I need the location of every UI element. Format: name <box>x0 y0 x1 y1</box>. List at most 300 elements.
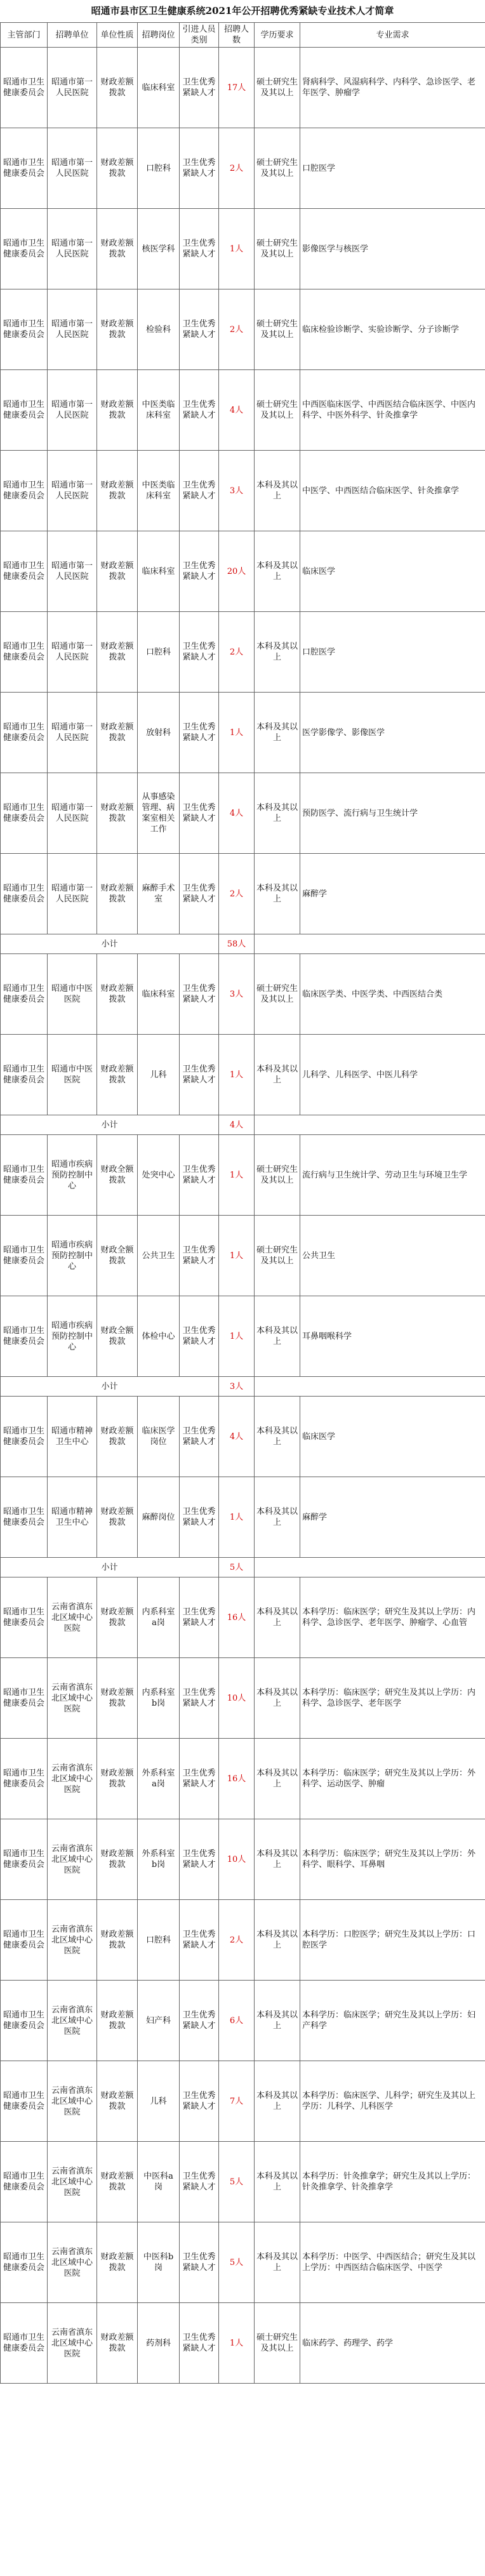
cell-post <box>138 48 180 128</box>
subtotal-num: 3人 <box>219 1377 255 1397</box>
document-title: 昭通市县市区卫生健康系统2021年公开招聘优秀紧缺专业技术人才简章 <box>91 5 394 17</box>
cell-dept-text: 昭通市卫生健康委员会 <box>3 642 44 662</box>
cell-post <box>138 1296 180 1377</box>
cell-post-text: 临床科室 <box>142 566 175 576</box>
cell-nature <box>97 128 138 209</box>
cell-num <box>219 2142 255 2222</box>
cell-edu <box>255 1135 300 1216</box>
cell-category-text: 卫生优秀紧缺人才 <box>182 2172 216 2192</box>
cell-edu-text: 硕士研究生及其以上 <box>256 77 298 98</box>
cell-unit-text: 云南省滇东北区域中心医院 <box>51 1843 93 1875</box>
cell-category-text: 卫生优秀紧缺人才 <box>182 77 216 98</box>
cell-unit <box>48 2142 97 2222</box>
cell-post <box>138 2061 180 2142</box>
cell-unit-text: 昭通市中医医院 <box>51 1065 93 1085</box>
cell-edu <box>255 531 300 612</box>
cell-category <box>180 128 219 209</box>
cell-post-text: 内系科室a岗 <box>142 1607 175 1628</box>
cell-num-text: 7人 <box>229 2096 244 2106</box>
cell-category <box>180 1819 219 1900</box>
cell-edu-text: 本科及其以上 <box>256 1688 298 1708</box>
cell-dept <box>1 612 48 693</box>
cell-dept-text: 昭通市卫生健康委员会 <box>3 319 44 340</box>
cell-nature <box>97 1397 138 1477</box>
cell-category-text: 卫生优秀紧缺人才 <box>182 2010 216 2031</box>
cell-category <box>180 2061 219 2142</box>
cell-dept-text: 昭通市卫生健康委员会 <box>3 1326 44 1346</box>
cell-post <box>138 1216 180 1296</box>
table-row <box>1 209 485 289</box>
cell-category <box>180 1296 219 1377</box>
cell-dept-text: 昭通市卫生健康委员会 <box>3 1769 44 1789</box>
table-row <box>1 1739 485 1819</box>
cell-unit-text: 昭通市精神卫生中心 <box>51 1507 93 1527</box>
cell-dept <box>1 1397 48 1477</box>
table-row <box>1 693 485 773</box>
cell-major <box>300 1296 485 1377</box>
cell-edu <box>255 954 300 1035</box>
cell-nature-text: 财政差额拨款 <box>100 2333 134 2353</box>
table-row <box>1 1135 485 1216</box>
header-unit: 招聘单位 <box>48 23 97 48</box>
cell-unit <box>48 1135 97 1216</box>
cell-post-text: 外系科室b岗 <box>142 1849 175 1869</box>
cell-edu-text: 本科及其以上 <box>256 803 298 823</box>
cell-unit-text: 昭通市第一人民医院 <box>51 158 93 178</box>
cell-major-text: 医学影像学、影像医学 <box>302 727 385 738</box>
cell-nature <box>97 612 138 693</box>
cell-category <box>180 1397 219 1477</box>
cell-unit-text: 昭通市第一人民医院 <box>51 722 93 743</box>
cell-edu <box>255 1477 300 1558</box>
cell-dept <box>1 209 48 289</box>
cell-edu <box>255 370 300 451</box>
cell-num <box>219 48 255 128</box>
header-category: 引进人员类别 <box>180 23 219 48</box>
cell-num <box>219 1981 255 2061</box>
cell-num-text: 17人 <box>227 83 246 93</box>
cell-dept <box>1 773 48 854</box>
cell-dept-text: 昭通市卫生健康委员会 <box>3 2333 44 2353</box>
cell-post-text: 核医学科 <box>142 244 175 254</box>
cell-post-text: 从事感染管理、病案室相关工作 <box>142 792 175 834</box>
cell-post-text: 口腔科 <box>145 647 171 657</box>
cell-edu <box>255 1577 300 1658</box>
cell-num <box>219 612 255 693</box>
cell-num <box>219 370 255 451</box>
cell-major-text: 临床检验诊断学、实验诊断学、分子诊断学 <box>302 324 460 335</box>
cell-post-text: 口腔科 <box>145 163 171 173</box>
cell-category <box>180 370 219 451</box>
table-row <box>1 1577 485 1658</box>
header-major: 专业需求 <box>300 23 485 48</box>
cell-category-text: 卫生优秀紧缺人才 <box>182 239 216 259</box>
cell-edu-text: 硕士研究生及其以上 <box>256 1165 298 1185</box>
cell-post <box>138 128 180 209</box>
cell-num <box>219 1397 255 1477</box>
cell-major-text: 耳鼻咽喉科学 <box>302 1331 352 1341</box>
cell-dept <box>1 1658 48 1739</box>
table-row <box>1 1819 485 1900</box>
cell-category-text: 卫生优秀紧缺人才 <box>182 1326 216 1346</box>
cell-nature <box>97 209 138 289</box>
cell-unit <box>48 1296 97 1377</box>
cell-nature-text: 财政差额拨款 <box>100 722 134 743</box>
cell-nature-text: 财政差额拨款 <box>100 561 134 581</box>
cell-nature-text: 财政差额拨款 <box>100 642 134 662</box>
cell-post-text: 麻醉手术室 <box>142 884 175 904</box>
cell-edu-text: 本科及其以上 <box>256 884 298 904</box>
cell-unit-text: 昭通市第一人民医院 <box>51 481 93 501</box>
cell-edu-text: 本科及其以上 <box>256 2172 298 2192</box>
cell-num <box>219 1658 255 1739</box>
cell-num-text: 4人 <box>229 808 244 818</box>
cell-category-text: 卫生优秀紧缺人才 <box>182 400 216 420</box>
cell-nature-text: 财政差额拨款 <box>100 2091 134 2111</box>
cell-num-text: 2人 <box>229 889 244 899</box>
cell-unit <box>48 2061 97 2142</box>
cell-nature <box>97 1900 138 1981</box>
table-row <box>1 289 485 370</box>
cell-dept-text: 昭通市卫生健康委员会 <box>3 2172 44 2192</box>
cell-num <box>219 854 255 934</box>
cell-num-text: 2人 <box>229 324 244 335</box>
cell-nature <box>97 2061 138 2142</box>
cell-dept <box>1 1900 48 1981</box>
subtotal-num: 5人 <box>219 1558 255 1577</box>
cell-num-text: 4人 <box>229 1431 244 1442</box>
table-body <box>1 48 485 2384</box>
cell-nature-text: 财政全额拨款 <box>100 1165 134 1185</box>
cell-num <box>219 289 255 370</box>
cell-num <box>219 1135 255 1216</box>
cell-post <box>138 209 180 289</box>
cell-unit-text: 昭通市第一人民医院 <box>51 884 93 904</box>
cell-dept-text: 昭通市卫生健康委员会 <box>3 239 44 259</box>
cell-major-text: 流行病与卫生统计学、劳动卫生与环境卫生学 <box>302 1170 468 1180</box>
cell-post <box>138 2222 180 2303</box>
cell-dept-text: 昭通市卫生健康委员会 <box>3 1607 44 1628</box>
cell-major-text: 临床医学类、中医学类、中西医结合类 <box>302 989 443 999</box>
subtotal-num: 58人 <box>219 934 255 954</box>
cell-unit-text: 昭通市第一人民医院 <box>51 642 93 662</box>
cell-dept-text: 昭通市卫生健康委员会 <box>3 722 44 743</box>
cell-num <box>219 1296 255 1377</box>
cell-unit-text: 昭通市疾病预防控制中心 <box>51 1320 93 1352</box>
table-row <box>1 1900 485 1981</box>
cell-nature-text: 财政差额拨款 <box>100 1426 134 1447</box>
cell-edu <box>255 1739 300 1819</box>
cell-post <box>138 1981 180 2061</box>
cell-category <box>180 693 219 773</box>
cell-category <box>180 1900 219 1981</box>
cell-post-text: 中医科a岗 <box>143 2172 173 2192</box>
cell-dept-text: 昭通市卫生健康委员会 <box>3 2010 44 2031</box>
cell-category-text: 卫生优秀紧缺人才 <box>182 1769 216 1789</box>
cell-dept-text: 昭通市卫生健康委员会 <box>3 2091 44 2111</box>
subtotal-empty <box>255 1377 485 1397</box>
cell-nature <box>97 1035 138 1115</box>
cell-nature-text: 财政差额拨款 <box>100 400 134 420</box>
table-row <box>1 48 485 128</box>
cell-edu <box>255 2142 300 2222</box>
table-row <box>1 1035 485 1115</box>
cell-num <box>219 2303 255 2384</box>
cell-edu <box>255 2303 300 2384</box>
cell-unit <box>48 954 97 1035</box>
cell-unit <box>48 451 97 531</box>
cell-post <box>138 531 180 612</box>
table-row <box>1 451 485 531</box>
cell-unit <box>48 2303 97 2384</box>
cell-major-text: 中医学、中西医结合临床医学、针灸推拿学 <box>302 486 460 496</box>
header-post: 招聘岗位 <box>138 23 180 48</box>
cell-category <box>180 1216 219 1296</box>
cell-unit-text: 昭通市疾病预防控制中心 <box>51 1240 93 1271</box>
cell-num <box>219 2222 255 2303</box>
cell-edu-text: 本科及其以上 <box>256 642 298 662</box>
cell-category <box>180 854 219 934</box>
cell-nature <box>97 370 138 451</box>
cell-unit-text: 昭通市第一人民医院 <box>51 561 93 581</box>
cell-num <box>219 2061 255 2142</box>
cell-major <box>300 1739 485 1819</box>
cell-edu-text: 本科及其以上 <box>256 481 298 501</box>
table-row <box>1 2303 485 2384</box>
cell-post <box>138 289 180 370</box>
cell-nature-text: 财政差额拨款 <box>100 319 134 340</box>
table-row <box>1 531 485 612</box>
recruitment-table <box>0 22 485 2384</box>
subtotal-row <box>1 934 485 954</box>
cell-dept-text: 昭通市卫生健康委员会 <box>3 400 44 420</box>
cell-major <box>300 531 485 612</box>
cell-num-text: 10人 <box>227 1693 246 1703</box>
cell-major <box>300 1658 485 1739</box>
cell-edu-text: 硕士研究生及其以上 <box>256 319 298 340</box>
table-row <box>1 854 485 934</box>
cell-unit-text: 昭通市第一人民医院 <box>51 77 93 98</box>
cell-num-text: 2人 <box>229 1935 244 1945</box>
cell-edu-text: 本科及其以上 <box>256 561 298 581</box>
subtotal-row <box>1 1558 485 1577</box>
cell-unit <box>48 209 97 289</box>
cell-unit <box>48 531 97 612</box>
cell-edu <box>255 209 300 289</box>
cell-post <box>138 1035 180 1115</box>
cell-num <box>219 773 255 854</box>
cell-unit <box>48 1819 97 1900</box>
cell-dept <box>1 2061 48 2142</box>
cell-category-text: 卫生优秀紧缺人才 <box>182 1849 216 1869</box>
cell-major <box>300 693 485 773</box>
cell-nature-text: 财政全额拨款 <box>100 1245 134 1266</box>
cell-category <box>180 1658 219 1739</box>
cell-unit-text: 云南省滇东北区域中心医院 <box>51 2085 93 2117</box>
cell-dept <box>1 1819 48 1900</box>
cell-edu-text: 本科及其以上 <box>256 1607 298 1628</box>
cell-category-text: 卫生优秀紧缺人才 <box>182 642 216 662</box>
cell-nature <box>97 854 138 934</box>
cell-category-text: 卫生优秀紧缺人才 <box>182 722 216 743</box>
cell-edu <box>255 1900 300 1981</box>
cell-num <box>219 128 255 209</box>
cell-edu <box>255 773 300 854</box>
cell-num-text: 16人 <box>227 1612 246 1623</box>
cell-num <box>219 1216 255 1296</box>
cell-category-text: 卫生优秀紧缺人才 <box>182 319 216 340</box>
cell-major-text: 本科学历：临床医学、儿科学；研究生及其以上学历：儿科学、儿科医学 <box>302 2091 476 2111</box>
cell-major-text: 本科学历：临床医学；研究生及其以上学历：外科学、眼科学、耳鼻咽 <box>302 1849 476 1869</box>
cell-major <box>300 1216 485 1296</box>
cell-dept <box>1 1135 48 1216</box>
cell-dept <box>1 1296 48 1377</box>
cell-dept <box>1 451 48 531</box>
cell-nature <box>97 1658 138 1739</box>
cell-dept-text: 昭通市卫生健康委员会 <box>3 1065 44 1085</box>
cell-num <box>219 209 255 289</box>
cell-post-text: 麻醉岗位 <box>142 1512 175 1522</box>
cell-num <box>219 1739 255 1819</box>
cell-unit-text: 云南省滇东北区域中心医院 <box>51 2005 93 2036</box>
cell-category <box>180 1577 219 1658</box>
cell-unit-text: 云南省滇东北区域中心医院 <box>51 2327 93 2359</box>
cell-unit <box>48 1658 97 1739</box>
cell-category <box>180 954 219 1035</box>
cell-post-text: 中医类临床科室 <box>142 400 175 420</box>
subtotal-row <box>1 1377 485 1397</box>
cell-dept <box>1 289 48 370</box>
cell-num <box>219 954 255 1035</box>
cell-unit-text: 云南省滇东北区域中心医院 <box>51 2166 93 2198</box>
cell-nature <box>97 1135 138 1216</box>
cell-nature <box>97 1819 138 1900</box>
cell-major-text: 儿科学、儿科医学、中医儿科学 <box>302 1070 418 1080</box>
cell-major <box>300 1397 485 1477</box>
cell-unit <box>48 1397 97 1477</box>
cell-unit-text: 云南省滇东北区域中心医院 <box>51 1682 93 1714</box>
cell-edu-text: 本科及其以上 <box>256 722 298 743</box>
cell-nature <box>97 773 138 854</box>
cell-category <box>180 209 219 289</box>
cell-edu-text: 本科及其以上 <box>256 1930 298 1950</box>
cell-dept-text: 昭通市卫生健康委员会 <box>3 1688 44 1708</box>
cell-edu <box>255 128 300 209</box>
cell-num-text: 2人 <box>229 647 244 657</box>
cell-unit-text: 昭通市第一人民医院 <box>51 400 93 420</box>
cell-category-text: 卫生优秀紧缺人才 <box>182 2333 216 2353</box>
cell-dept-text: 昭通市卫生健康委员会 <box>3 984 44 1004</box>
cell-edu-text: 本科及其以上 <box>256 1507 298 1527</box>
cell-major-text: 临床医学 <box>302 1431 336 1442</box>
subtotal-label: 小计 <box>1 934 219 954</box>
cell-edu-text: 硕士研究生及其以上 <box>256 400 298 420</box>
cell-nature <box>97 2303 138 2384</box>
cell-dept <box>1 48 48 128</box>
cell-post-text: 药剂科 <box>145 2338 171 2348</box>
cell-unit-text: 昭通市第一人民医院 <box>51 803 93 823</box>
cell-major <box>300 2222 485 2303</box>
cell-major-text: 本科学历：中医学、中西医结合；研究生及其以上学历：中西医结合临床医学、中医学 <box>302 2252 476 2273</box>
cell-major <box>300 2303 485 2384</box>
cell-nature <box>97 1477 138 1558</box>
cell-unit-text: 云南省滇东北区域中心医院 <box>51 1924 93 1956</box>
cell-major <box>300 1900 485 1981</box>
cell-major <box>300 1819 485 1900</box>
cell-category-text: 卫生优秀紧缺人才 <box>182 1507 216 1527</box>
cell-num-text: 5人 <box>229 2257 244 2267</box>
cell-edu <box>255 1658 300 1739</box>
cell-edu-text: 本科及其以上 <box>256 1065 298 1085</box>
cell-post <box>138 1477 180 1558</box>
cell-category-text: 卫生优秀紧缺人才 <box>182 803 216 823</box>
cell-post-text: 外系科室a岗 <box>142 1769 175 1789</box>
cell-unit <box>48 48 97 128</box>
cell-dept-text: 昭通市卫生健康委员会 <box>3 1507 44 1527</box>
cell-num-text: 1人 <box>229 1070 244 1080</box>
cell-post-text: 放射科 <box>145 727 171 738</box>
cell-nature <box>97 289 138 370</box>
cell-dept-text: 昭通市卫生健康委员会 <box>3 803 44 823</box>
cell-category-text: 卫生优秀紧缺人才 <box>182 1245 216 1266</box>
subtotal-empty <box>255 1558 485 1577</box>
table-row <box>1 954 485 1035</box>
cell-category-text: 卫生优秀紧缺人才 <box>182 884 216 904</box>
cell-num-text: 4人 <box>229 405 244 415</box>
cell-nature-text: 财政全额拨款 <box>100 1326 134 1346</box>
cell-edu <box>255 1819 300 1900</box>
cell-category <box>180 1135 219 1216</box>
cell-num-text: 3人 <box>229 486 244 496</box>
cell-edu <box>255 1035 300 1115</box>
cell-unit-text: 昭通市疾病预防控制中心 <box>51 1159 93 1191</box>
cell-unit-text: 昭通市第一人民医院 <box>51 319 93 340</box>
cell-dept <box>1 531 48 612</box>
cell-major-text: 中西医临床医学、中西医结合临床医学、中医内科学、中医外科学、针灸推拿学 <box>302 400 476 420</box>
cell-nature <box>97 1216 138 1296</box>
cell-post <box>138 370 180 451</box>
cell-post <box>138 1397 180 1477</box>
cell-nature-text: 财政差额拨款 <box>100 2252 134 2273</box>
cell-major <box>300 1981 485 2061</box>
cell-post <box>138 1135 180 1216</box>
table-row <box>1 612 485 693</box>
cell-post <box>138 451 180 531</box>
cell-num-text: 3人 <box>229 989 244 999</box>
cell-post-text: 处突中心 <box>142 1170 175 1180</box>
cell-major <box>300 370 485 451</box>
cell-edu <box>255 693 300 773</box>
cell-edu <box>255 854 300 934</box>
cell-num-text: 2人 <box>229 163 244 173</box>
cell-major <box>300 48 485 128</box>
cell-edu-text: 本科及其以上 <box>256 1849 298 1869</box>
cell-edu <box>255 2222 300 2303</box>
cell-post-text: 儿科 <box>150 1070 167 1080</box>
cell-major-text: 口腔医学 <box>302 647 336 657</box>
cell-unit <box>48 854 97 934</box>
cell-post <box>138 2303 180 2384</box>
cell-major <box>300 2061 485 2142</box>
cell-major <box>300 451 485 531</box>
header-dept: 主管部门 <box>1 23 48 48</box>
cell-edu-text: 本科及其以上 <box>256 2010 298 2031</box>
subtotal-label: 小计 <box>1 1377 219 1397</box>
cell-major-text: 口腔医学 <box>302 163 336 173</box>
cell-nature <box>97 48 138 128</box>
cell-major <box>300 773 485 854</box>
cell-nature <box>97 1739 138 1819</box>
